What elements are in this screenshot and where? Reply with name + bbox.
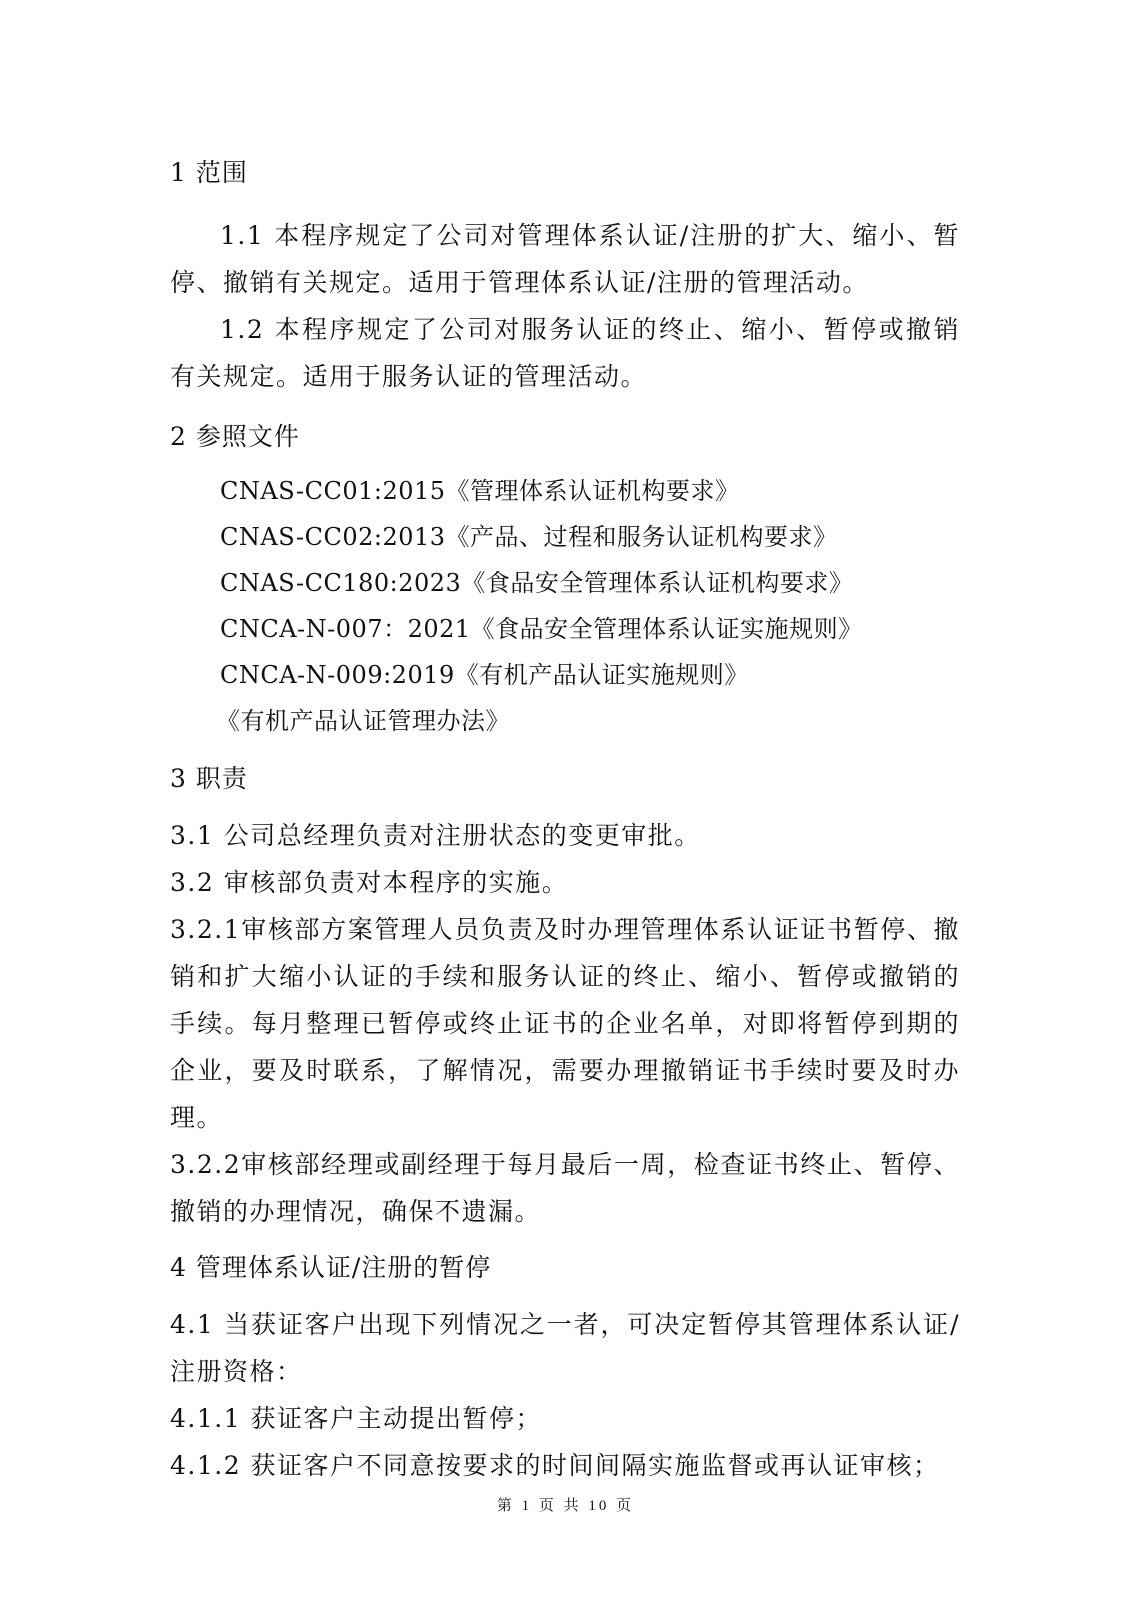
page-number-footer: 第 1 页 共 10 页 xyxy=(496,1498,635,1514)
paragraph-3-2: 3.2 审核部负责对本程序的实施。 xyxy=(170,868,569,897)
reference-item: CNAS-CC01:2015《管理体系认证机构要求》 xyxy=(220,477,740,505)
reference-item: 《有机产品认证管理办法》 xyxy=(216,707,510,735)
paragraph-3-2-1: 3.2.1审核部方案管理人员负责及时办理管理体系认证证书暂停、撤销和扩大缩小认证的手续和服务认证的终止、缩小、暂停或撤销的手续。每月整理已暂停或终止证书的企业名单，对即将暂停到期的企业，要及时联系，了解情况，需要办理撤销证书手续时要及时办理。 xyxy=(170,915,960,1132)
responsibilities-block xyxy=(170,812,960,1235)
paragraph-4-1-2: 4.1.2 获证客户不同意按要求的时间间隔实施监督或再认证审核； xyxy=(170,1451,940,1480)
section-heading-references: 2 参照文件 xyxy=(170,422,300,451)
paragraph-1-2: 1.2 本程序规定了公司对服务认证的终止、缩小、暂停或撤销有关规定。适用于服务认证的管理活动。 xyxy=(170,315,960,391)
paragraph-3-2-2: 3.2.2审核部经理或副经理于每月最后一周，检查证书终止、暂停、撤销的办理情况，确保不遗漏。 xyxy=(170,1150,960,1226)
document-body xyxy=(170,148,960,1489)
section-heading-suspension: 4 管理体系认证/注册的暂停 xyxy=(170,1253,492,1282)
reference-list xyxy=(170,468,960,744)
section-heading-scope: 1 范围 xyxy=(170,158,248,187)
paragraph-1-1: 1.1 本程序规定了公司对管理体系认证/注册的扩大、缩小、暂停、撤销有关规定。适用于管理体系认证/注册的管理活动。 xyxy=(170,221,960,297)
reference-item: CNCA-N-009:2019《有机产品认证实施规则》 xyxy=(220,661,749,689)
paragraph-3-1: 3.1 公司总经理负责对注册状态的变更审批。 xyxy=(170,821,701,850)
paragraph-4-1: 4.1 当获证客户出现下列情况之一者，可决定暂停其管理体系认证/注册资格： xyxy=(170,1310,960,1386)
reference-item: CNAS-CC02:2013《产品、过程和服务认证机构要求》 xyxy=(220,523,838,551)
reference-item: CNCA-N-007：2021《食品安全管理体系认证实施规则》 xyxy=(220,615,863,643)
reference-item: CNAS-CC180:2023《食品安全管理体系认证机构要求》 xyxy=(220,569,854,597)
section-heading-responsibilities: 3 职责 xyxy=(170,764,248,793)
paragraph-4-1-1: 4.1.1 获证客户主动提出暂停； xyxy=(170,1404,543,1433)
